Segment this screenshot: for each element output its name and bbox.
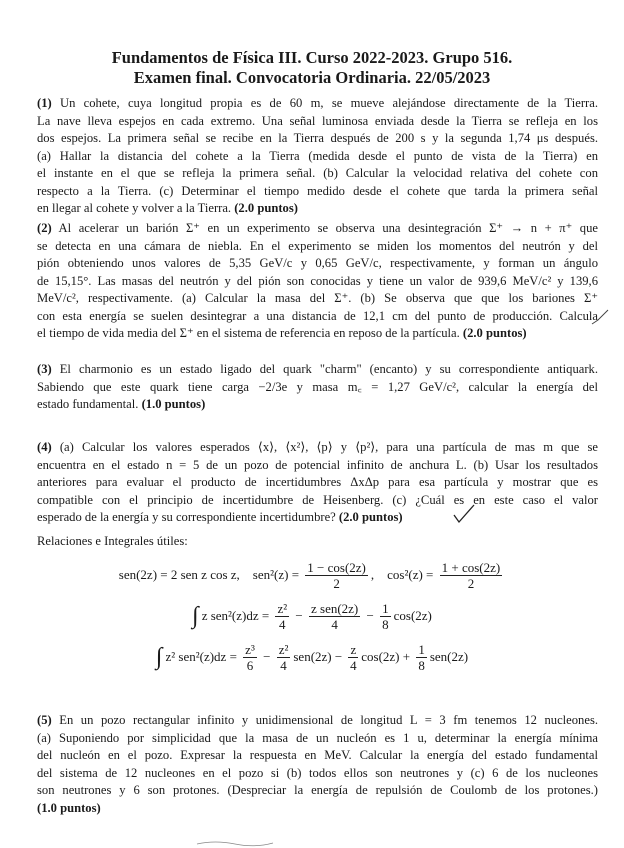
question-line: [37, 325, 598, 343]
question-text: el instante en el que se refleja la primera señal. (b) Calcular la velocidad relativa del cohete con: [37, 166, 598, 180]
question-line: [37, 782, 598, 800]
numerator: z³: [245, 641, 255, 657]
question-text: el tiempo de vida media del Σ⁺ en el sistema de referencia en reposo de la partícula.: [37, 326, 463, 340]
fraction: [416, 642, 427, 673]
question-number: (4): [37, 440, 52, 454]
question-text: Sabiendo que este quark tiene carga −2/3e y masa m꜀ = 1,27 GeV/c², calcular la energía del: [37, 379, 598, 394]
question-line: [37, 130, 598, 148]
denominator: 4: [280, 657, 287, 673]
question-number: (3): [37, 362, 52, 376]
question-number: (2): [37, 221, 52, 235]
question-3: [37, 361, 598, 414]
question-text: (a) Calcular los valores esperados ⟨x⟩, ⟨x²⟩, ⟨p⟩ y ⟨p²⟩, para una partícula de mas m que se: [51, 440, 598, 454]
denominator: 8: [418, 657, 425, 673]
question-line: [37, 308, 598, 326]
question-points: (2.0 puntos): [338, 510, 403, 524]
question-points: (2.0 puntos): [462, 326, 527, 340]
question-points: (1.0 puntos): [37, 800, 101, 815]
question-points: (2.0 puntos): [234, 201, 298, 215]
denominator: 6: [246, 657, 254, 673]
handwritten-check-icon: [590, 308, 610, 328]
fraction: [277, 642, 291, 673]
numerator: 1 − cos(2z): [307, 559, 366, 575]
fraction: [348, 642, 358, 673]
relations-heading: Relaciones e Integrales útiles:: [37, 534, 188, 548]
question-text: se detecta en una cámara de niebla. En el experimento se miden los momentos del neutrón y del: [37, 238, 598, 253]
question-text: en llegar al cohete y volver a la Tierra.: [37, 201, 235, 215]
formula-1: [0, 558, 624, 592]
question-line: [37, 183, 598, 201]
integral-sign: ∫: [192, 603, 199, 629]
question-line: [37, 200, 598, 218]
question-text: compatible con el principio de incertidumbre de Heisenberg. (c) ¿Cuál es en este caso el valor: [37, 492, 598, 507]
question-line: [37, 238, 598, 256]
question-line: [37, 290, 598, 308]
question-line: [37, 396, 598, 414]
question-points: (1.0 puntos): [141, 397, 206, 411]
exam-title-line2: Examen final. Convocatoria Ordinaria. 22/05/2023: [133, 68, 491, 87]
formula-text: −: [259, 649, 274, 664]
fraction: [380, 601, 391, 632]
denominator: 2: [333, 575, 340, 591]
question-line: [37, 747, 598, 765]
question-text: MeV/c², respectivamente. (a) Calcular la masa del Σ⁺. (b) Se observa que que los bariones Σ⁺: [37, 291, 598, 305]
question-text: de 15,15°. Las masas del neutrón y del pión son conocidas y tiene un valor de 939,6 MeV/c² y 139,6: [37, 273, 598, 288]
question-text: La nave lleva espejos en cada extremo. Una señal luminosa enviada desde la Tierra se refleja en los: [37, 113, 598, 128]
question-text: (a) Hallar la distancia del cohete a la Tierra (medida desde el punto de vista de la Tierra) en: [37, 148, 598, 163]
question-text: esperado de la energía y su correspondiente incertidumbre?: [37, 510, 339, 524]
formula-text: z² sen²(z)dz =: [165, 649, 241, 664]
question-line: [37, 439, 598, 457]
formula-text: cos(2z): [393, 608, 432, 623]
numerator: 1: [382, 600, 389, 616]
question-text: anteriores para evaluar el producto de incertidumbres ΔxΔp para esa partícula y mostrar que es: [37, 475, 598, 489]
question-line: [37, 255, 598, 273]
fraction: [440, 560, 503, 591]
question-text: son neutrones y 6 son protones. (Despreciar la energía de repulsión de Coulomb de los protones.): [37, 783, 598, 797]
question-line: [37, 492, 598, 510]
question-line: [37, 220, 598, 238]
denominator: 8: [382, 616, 389, 632]
numerator: z sen(2z): [310, 600, 359, 616]
question-text: encuentra en el estado n = 5 de un pozo de potencial infinito de anchura L. (b) Usar los resultados: [37, 457, 598, 472]
formula-text: , cos²(z) =: [370, 567, 437, 582]
formula-text: −: [363, 608, 378, 623]
question-number: (1): [37, 96, 52, 110]
question-text: dos espejos. La primera señal se recibe en la Tierra después de 200 s y la segunda 1,74 μs después.: [37, 131, 598, 145]
exam-title-line1: Fundamentos de Física III. Curso 2022-2023. Grupo 516.: [111, 48, 513, 67]
numerator: z²: [278, 641, 289, 657]
denominator: 4: [331, 616, 338, 632]
question-line: [37, 509, 598, 527]
question-number: (5): [37, 713, 52, 727]
question-1: [37, 95, 598, 218]
denominator: 2: [467, 575, 475, 591]
question-text: con esta energía se suelen desintegrar a una distancia de 12,1 cm del punto de producción. Calcula: [37, 308, 598, 323]
question-text: (a) Suponiendo por simplicidad que la masa de un nucleón es 1 u, determinar la energía mínima: [37, 730, 598, 745]
question-line: [37, 765, 598, 783]
question-text: Un cohete, cuya longitud propia es de 60 m, se mueve alejándose directamente de la Tierra.: [51, 96, 598, 110]
integral-sign: ∫: [155, 644, 163, 670]
question-text: En un pozo rectangular infinito y unidimensional de longitud L = 3 fm tenemos 12 nucleones.: [51, 713, 598, 727]
denominator: 4: [279, 616, 286, 632]
question-text: estado fundamental.: [37, 397, 142, 411]
fraction: [243, 642, 257, 673]
numerator: 1: [418, 641, 425, 657]
question-line: [37, 113, 598, 131]
question-5: [37, 712, 598, 817]
formula-text: −: [292, 608, 306, 623]
question-line: [37, 457, 598, 475]
question-line: [37, 95, 598, 113]
fraction: [305, 560, 368, 591]
formula-text: sen(2z) = 2 sen z cos z, sen²(z) =: [118, 567, 303, 582]
question-line: [37, 474, 598, 492]
question-line: [37, 800, 598, 818]
question-line: [37, 165, 598, 183]
formula-3: [0, 640, 624, 674]
fraction: [309, 601, 360, 632]
formula-2: [0, 599, 624, 633]
handwritten-check-icon: [452, 503, 476, 525]
question-2: [37, 220, 598, 343]
question-line: [37, 730, 598, 748]
formula-text: cos(2z) +: [361, 649, 414, 664]
question-text: del sistema de 12 nucleones en el pozo si (b) todos ellos son neutrones y (c) 6 de los nucleones: [37, 765, 598, 780]
question-line: [37, 361, 598, 379]
question-text: del nucleón en el pozo. Expresar la respuesta en MeV. Calcular la energía del estado fundamental: [37, 748, 598, 762]
numerator: z: [350, 641, 357, 657]
formula-text: sen(2z) −: [293, 649, 346, 664]
question-line: [37, 148, 598, 166]
question-4: [37, 439, 598, 527]
formula-text: z sen²(z)dz =: [201, 608, 273, 623]
question-text: pión obteniendo unos valores de 5,35 GeV/c y 0,65 GeV/c, respectivamente, y forman un ángulo: [37, 256, 598, 270]
formula-text: sen(2z): [429, 649, 469, 664]
question-text: respecto a la Tierra. (c) Determinar el tiempo medido desde el cohete que tarda la primera señal: [37, 183, 598, 198]
question-text: Al acelerar un barión Σ⁺ en un experimento se observa una desintegración Σ⁺ → n + π⁺ que: [51, 221, 598, 235]
handwriting-mark-icon: [195, 838, 275, 848]
fraction: [275, 601, 289, 632]
numerator: z²: [277, 600, 288, 616]
question-line: [37, 379, 598, 397]
question-text: El charmonio es un estado ligado del quark "charm" (encanto) y su correspondiente antiquark.: [51, 362, 598, 376]
numerator: 1 + cos(2z): [441, 559, 501, 575]
denominator: 4: [350, 657, 357, 673]
question-line: [37, 273, 598, 291]
question-line: [37, 712, 598, 730]
